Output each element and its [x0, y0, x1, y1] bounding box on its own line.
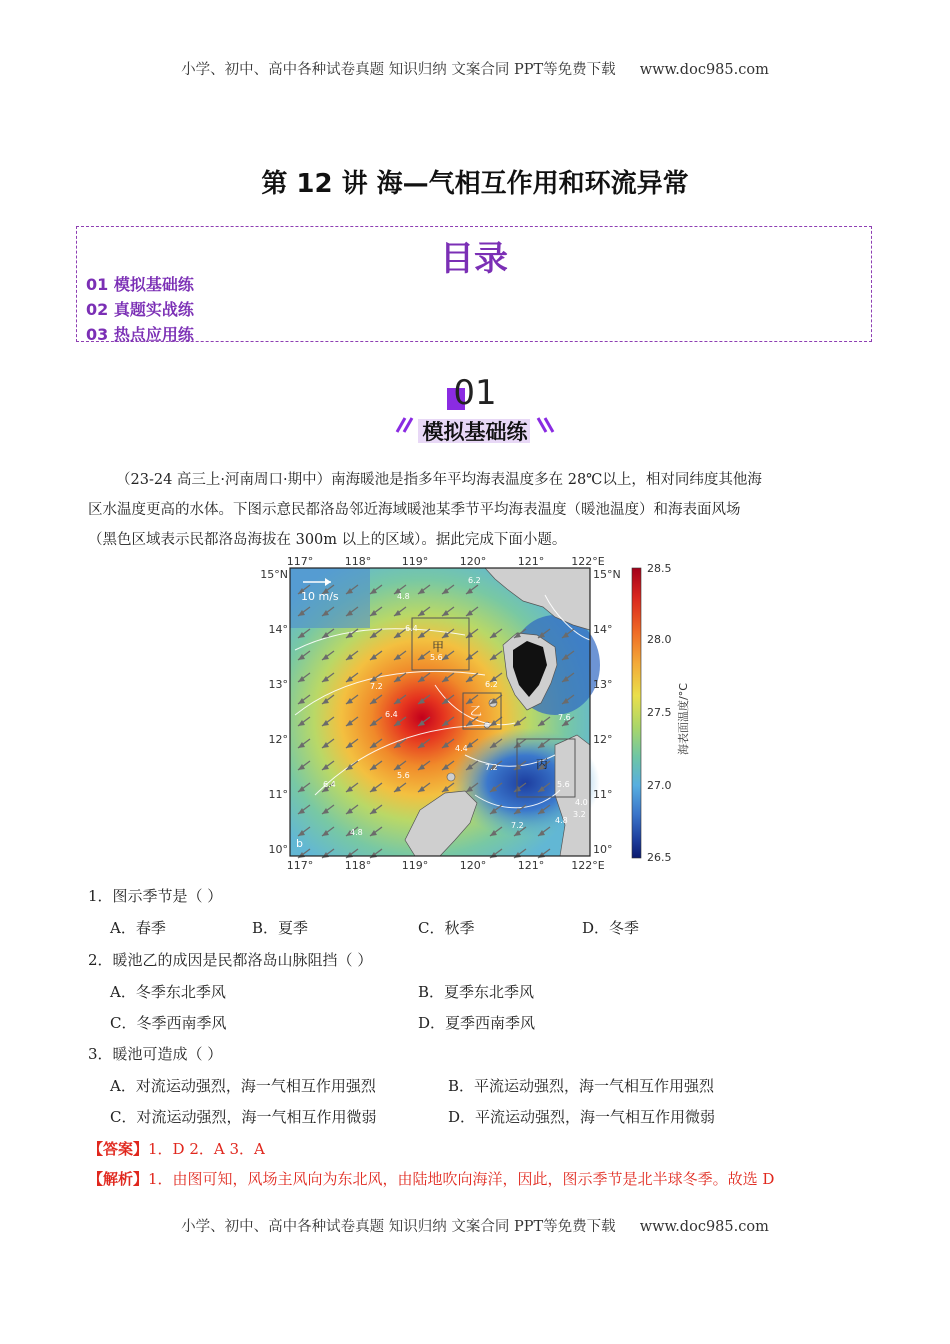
badge-left-slashes	[397, 418, 412, 432]
question-1-stem: 1．图示季节是（ ）	[88, 887, 223, 905]
q1-option-a[interactable]: A．春季	[110, 919, 166, 937]
wind-scale-label: 10 m/s	[301, 590, 339, 603]
sst-wind-map	[255, 555, 695, 873]
toc-item-1[interactable]: 01 模拟基础练	[86, 275, 194, 294]
region-label-bing: 丙	[535, 757, 549, 771]
lat-tick: 15°N	[260, 568, 288, 581]
lat-tick: 14°	[593, 623, 613, 636]
q3-option-d[interactable]: D．平流运动强烈，海一气相互作用微弱	[448, 1108, 716, 1126]
contour-label: 6.2	[485, 680, 498, 689]
colorbar	[632, 568, 641, 858]
page-header	[0, 58, 950, 79]
q1-option-b[interactable]: B．夏季	[252, 919, 309, 937]
table-of-contents	[76, 226, 872, 342]
lat-tick: 11°	[268, 788, 288, 801]
header-text: 小学、初中、高中各种试卷真题 知识归纳 文案合同 PPT等免费下载	[181, 62, 616, 78]
lat-tick: 10°	[268, 843, 288, 856]
analysis-text: 1．由图可知，风场主风向为东北风，由陆地吹向海洋，因此，图示季节是北半球冬季。故选 D	[148, 1170, 775, 1188]
analysis-label: 【解析】	[88, 1170, 149, 1188]
q1-option-d[interactable]: D．冬季	[582, 919, 640, 937]
contour-label: 4.8	[397, 592, 410, 601]
q3-option-b[interactable]: B．平流运动强烈，海一气相互作用强烈	[448, 1077, 715, 1095]
q2-option-c[interactable]: C．冬季西南季风	[110, 1014, 227, 1032]
lon-tick: 120°	[459, 859, 487, 872]
lesson-title: 第 12 讲 海—气相互作用和环流异常	[261, 169, 689, 199]
toc-item-2[interactable]: 02 真题实战练	[86, 300, 194, 319]
q2-option-b[interactable]: B．夏季东北季风	[418, 983, 535, 1001]
section-number: 01	[453, 373, 497, 413]
intro-line-3: （黑色区域表示民都洛岛海拔在 300m 以上的区域）。据此完成下面小题。	[88, 532, 567, 548]
contour-label: 6.4	[323, 780, 336, 789]
contour-label: 4.0	[575, 798, 588, 807]
contour-label: 7.6	[558, 713, 571, 722]
answer-text: 1．D 2．A 3．A	[148, 1140, 265, 1158]
q2-option-a[interactable]: A．冬季东北季风	[110, 983, 226, 1001]
lon-tick: 118°	[344, 555, 372, 568]
header-site-link[interactable]: www.doc985.com	[639, 62, 769, 78]
colorbar-tick: 27.5	[647, 706, 672, 719]
lat-ticks-right	[593, 568, 621, 856]
page-footer	[0, 1215, 950, 1236]
region-label-yi: 乙	[469, 704, 483, 718]
lat-tick: 12°	[593, 733, 613, 746]
lat-tick: 13°	[268, 678, 288, 691]
contour-label: 3.2	[573, 810, 586, 819]
lat-ticks-left	[260, 568, 288, 856]
answer-line	[88, 1138, 265, 1159]
lon-tick: 122°E	[571, 555, 605, 568]
islet	[447, 773, 455, 781]
region-label-jia: 甲	[431, 640, 445, 654]
q1-option-c[interactable]: C．秋季	[418, 919, 475, 937]
question-2-stem: 2．暖池乙的成因是民都洛岛山脉阻挡（ ）	[88, 951, 373, 969]
question-3-stem: 3．暖池可造成（ ）	[88, 1045, 223, 1063]
lat-tick: 10°	[593, 843, 613, 856]
contour-label: 4.8	[555, 816, 568, 825]
lat-tick: 13°	[593, 678, 613, 691]
lon-ticks-bottom	[287, 859, 605, 872]
panel-label: b	[296, 837, 303, 850]
lat-tick: 14°	[268, 623, 288, 636]
footer-site-link[interactable]: www.doc985.com	[639, 1219, 769, 1235]
lon-tick: 118°	[344, 859, 372, 872]
colorbar-tick: 28.5	[647, 562, 672, 575]
q3-option-a[interactable]: A．对流运动强烈，海一气相互作用强烈	[110, 1077, 376, 1095]
contour-label: 7.2	[370, 682, 383, 691]
lon-tick: 119°	[401, 555, 429, 568]
lat-tick: 12°	[268, 733, 288, 746]
lon-tick: 121°	[517, 555, 545, 568]
lon-tick: 121°	[517, 859, 545, 872]
intro-line-2: 区水温度更高的水体。下图示意民都洛岛邻近海域暖池某季节平均海表温度（暖池温度）和海表面风场	[88, 502, 741, 518]
section-badge	[330, 372, 620, 456]
footer-text: 小学、初中、高中各种试卷真题 知识归纳 文案合同 PPT等免费下载	[181, 1219, 616, 1235]
answer-label: 【答案】	[88, 1140, 149, 1158]
lat-tick: 15°N	[593, 568, 621, 581]
contour-label: 6.4	[385, 710, 398, 719]
toc-title: 目录	[440, 239, 508, 279]
contour-label: 4.8	[350, 828, 363, 837]
q2-option-d[interactable]: D．夏季西南季风	[418, 1014, 536, 1032]
section-label: 模拟基础练	[422, 420, 528, 444]
colorbar-ticks	[647, 562, 672, 864]
contour-label: 6.4	[405, 624, 418, 633]
badge-right-slashes	[538, 418, 553, 432]
colorbar-tick: 27.0	[647, 779, 672, 792]
contour-label: 5.6	[557, 780, 570, 789]
intro-line-1: （23-24 高三上·河南周口·期中）南海暖池是指多年平均海表温度多在 28℃以上，相对同纬度其他海	[116, 472, 762, 488]
contour-label: 5.6	[430, 653, 443, 662]
colorbar-title: 海表面温度/°C	[677, 683, 690, 755]
q3-option-c[interactable]: C．对流运动强烈，海一气相互作用微弱	[110, 1108, 377, 1126]
lon-tick: 119°	[401, 859, 429, 872]
analysis-line	[88, 1168, 868, 1189]
colorbar-tick: 26.5	[647, 851, 672, 864]
contour-label: 4.4	[455, 744, 468, 753]
map-frame	[290, 568, 600, 858]
lon-ticks-top	[287, 555, 605, 568]
toc-item-3[interactable]: 03 热点应用练	[86, 325, 194, 344]
contour-label: 5.6	[397, 771, 410, 780]
contour-label: 6.2	[468, 576, 481, 585]
lon-tick: 117°	[286, 555, 314, 568]
lon-tick: 122°E	[571, 859, 605, 872]
lon-tick: 117°	[286, 859, 314, 872]
colorbar-tick: 28.0	[647, 633, 672, 646]
lon-tick: 120°	[459, 555, 487, 568]
contour-label: 7.2	[485, 763, 498, 772]
contour-label: 7.2	[511, 821, 524, 830]
lat-tick: 11°	[593, 788, 613, 801]
